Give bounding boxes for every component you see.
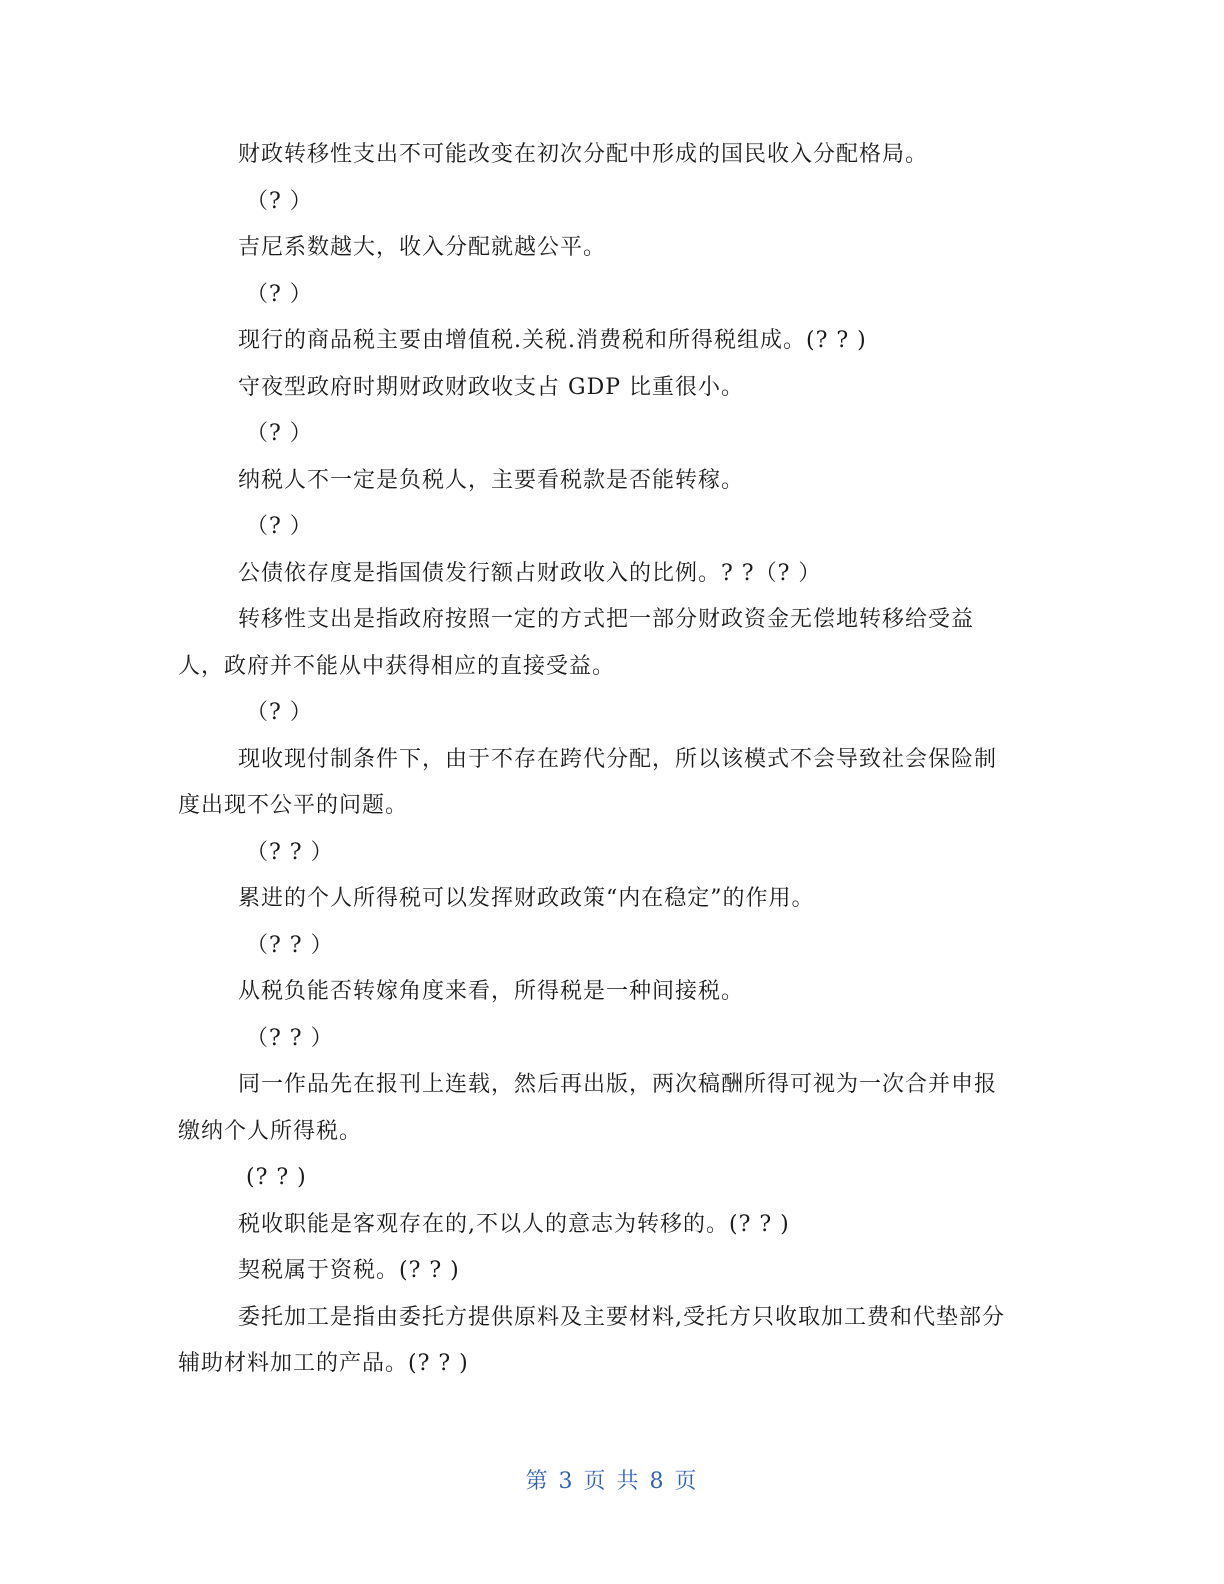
- answer-blank: （? ）: [246, 514, 313, 539]
- answer-blank: （? ）: [246, 188, 313, 214]
- answer-blank: （? ）: [246, 421, 313, 446]
- question-line: 转移性支出是指政府按照一定的方式把一部分财政资金无偿地转移给受益: [238, 607, 975, 632]
- question-line: 契税属于资税。(? ? ): [238, 1258, 460, 1283]
- question-line: 累进的个人所得税可以发挥财政政策“内在稳定”的作用。: [238, 886, 815, 911]
- question-line: 现行的商品税主要由增值税.关税.消费税和所得税组成。(? ? ): [238, 328, 867, 353]
- question-line-continuation: 人，政府并不能从中获得相应的直接受益。: [178, 653, 616, 679]
- answer-blank: （? ? ）: [246, 1025, 334, 1051]
- question-line: 同一作品先在报刊上连载，然后再出版，两次稿酬所得可视为一次合并申报: [238, 1072, 998, 1097]
- page-number-footer: 第 3 页 共 8 页: [525, 1469, 699, 1494]
- question-line-continuation: 度出现不公平的问题。: [178, 793, 409, 818]
- question-line: 吉尼系数越大，收入分配就越公平。: [238, 235, 607, 260]
- answer-blank: (? ? ): [246, 1165, 307, 1190]
- question-list: [178, 132, 1038, 1388]
- question-line: 从税负能否转嫁角度来看，所得税是一种间接税。: [238, 979, 745, 1004]
- answer-blank: （? ? ）: [246, 932, 334, 958]
- question-line: 守夜型政府时期财政财政收支占 GDP 比重很小。: [238, 374, 745, 400]
- question-line-continuation: 辅助材料加工的产品。(? ? ): [178, 1351, 469, 1376]
- question-line: 税收职能是客观存在的,不以人的意志为转移的。(? ? ): [238, 1211, 790, 1237]
- question-line: 财政转移性支出不可能改变在初次分配中形成的国民收入分配格局。: [238, 142, 929, 167]
- question-line: 委托加工是指由委托方提供原料及主要材料,受托方只收取加工费和代垫部分: [238, 1304, 1005, 1330]
- answer-blank: （? ）: [246, 281, 313, 307]
- question-line: 纳税人不一定是负税人，主要看税款是否能转稼。: [238, 467, 745, 493]
- question-line: 公债依存度是指国债发行额占财政收入的比例。? ?（? ）: [238, 560, 822, 586]
- answer-blank: （? ? ）: [246, 839, 334, 865]
- question-line-continuation: 缴纳个人所得税。: [178, 1118, 363, 1144]
- question-line: 现收现付制条件下，由于不存在跨代分配，所以该模式不会导致社会保险制: [238, 746, 998, 772]
- answer-blank: （? ）: [246, 700, 313, 725]
